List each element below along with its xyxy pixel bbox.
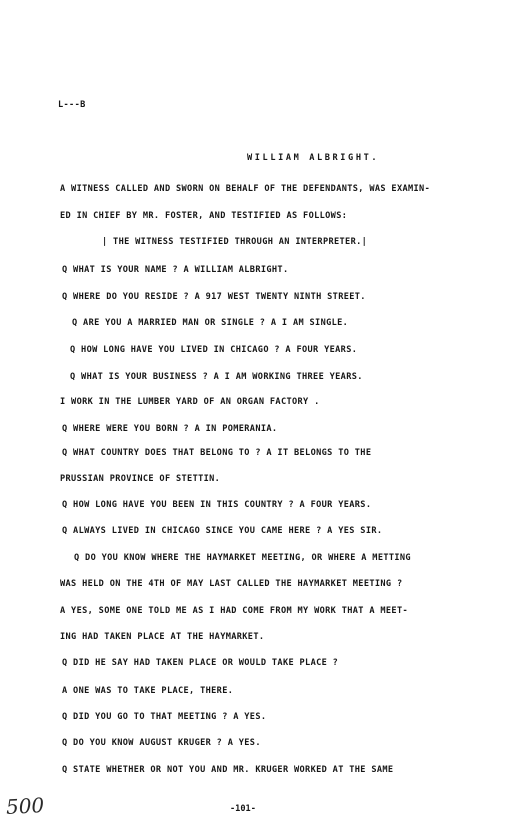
transcript-line: Q WHAT COUNTRY DOES THAT BELONG TO ? A IT BELONGS TO THE — [62, 448, 372, 458]
transcript-line: Q WHAT IS YOUR BUSINESS ? A I AM WORKING THREE YEARS. — [70, 372, 363, 382]
transcript-line: ED IN CHIEF BY MR. FOSTER, AND TESTIFIED AS FOLLOWS: — [60, 211, 348, 221]
margin-page-number: 500 — [5, 793, 45, 819]
transcript-line: A ONE WAS TO TAKE PLACE, THERE. — [62, 686, 234, 696]
transcript-line: Q ALWAYS LIVED IN CHICAGO SINCE YOU CAME HERE ? A YES SIR. — [62, 526, 383, 536]
transcript-line: Q WHERE WERE YOU BORN ? A IN POMERANIA. — [62, 424, 278, 434]
transcript-line: | THE WITNESS TESTIFIED THROUGH AN INTERPRETER.| — [102, 237, 368, 247]
transcript-line: ING HAD TAKEN PLACE AT THE HAYMARKET. — [60, 632, 265, 642]
transcript-line: WAS HELD ON THE 4TH OF MAY LAST CALLED THE HAYMARKET MEETING ? — [60, 579, 403, 589]
page-number: -101- — [230, 804, 256, 814]
transcript-line: A WITNESS CALLED AND SWORN ON BEHALF OF THE DEFENDANTS, WAS EXAMIN- — [60, 184, 431, 194]
transcript-line: Q DO YOU KNOW WHERE THE HAYMARKET MEETING, OR WHERE A METTING — [74, 553, 411, 563]
transcript-line: Q ARE YOU A MARRIED MAN OR SINGLE ? A I AM SINGLE. — [72, 318, 349, 328]
transcript-line: PRUSSIAN PROVINCE OF STETTIN. — [60, 474, 221, 484]
transcript-line: Q HOW LONG HAVE YOU LIVED IN CHICAGO ? A FOUR YEARS. — [70, 345, 358, 355]
header-code: L---B — [58, 100, 86, 110]
transcript-line: A YES, SOME ONE TOLD ME AS I HAD COME FROM MY WORK THAT A MEET- — [60, 606, 409, 616]
transcript-line: Q DID YOU GO TO THAT MEETING ? A YES. — [62, 712, 267, 722]
transcript-line: I WORK IN THE LUMBER YARD OF AN ORGAN FACTORY . — [60, 397, 320, 407]
transcript-line: Q WHERE DO YOU RESIDE ? A 917 WEST TWENTY NINTH STREET. — [62, 292, 366, 302]
transcript-line: Q DO YOU KNOW AUGUST KRUGER ? A YES. — [62, 738, 261, 748]
transcript-line: Q DID HE SAY HAD TAKEN PLACE OR WOULD TAKE PLACE ? — [62, 658, 339, 668]
witness-name: WILLIAM ALBRIGHT. — [247, 153, 380, 163]
transcript-line: Q STATE WHETHER OR NOT YOU AND MR. KRUGER WORKED AT THE SAME — [62, 765, 394, 775]
transcript-line: Q WHAT IS YOUR NAME ? A WILLIAM ALBRIGHT. — [62, 265, 289, 275]
transcript-line: Q HOW LONG HAVE YOU BEEN IN THIS COUNTRY ? A FOUR YEARS. — [62, 500, 372, 510]
